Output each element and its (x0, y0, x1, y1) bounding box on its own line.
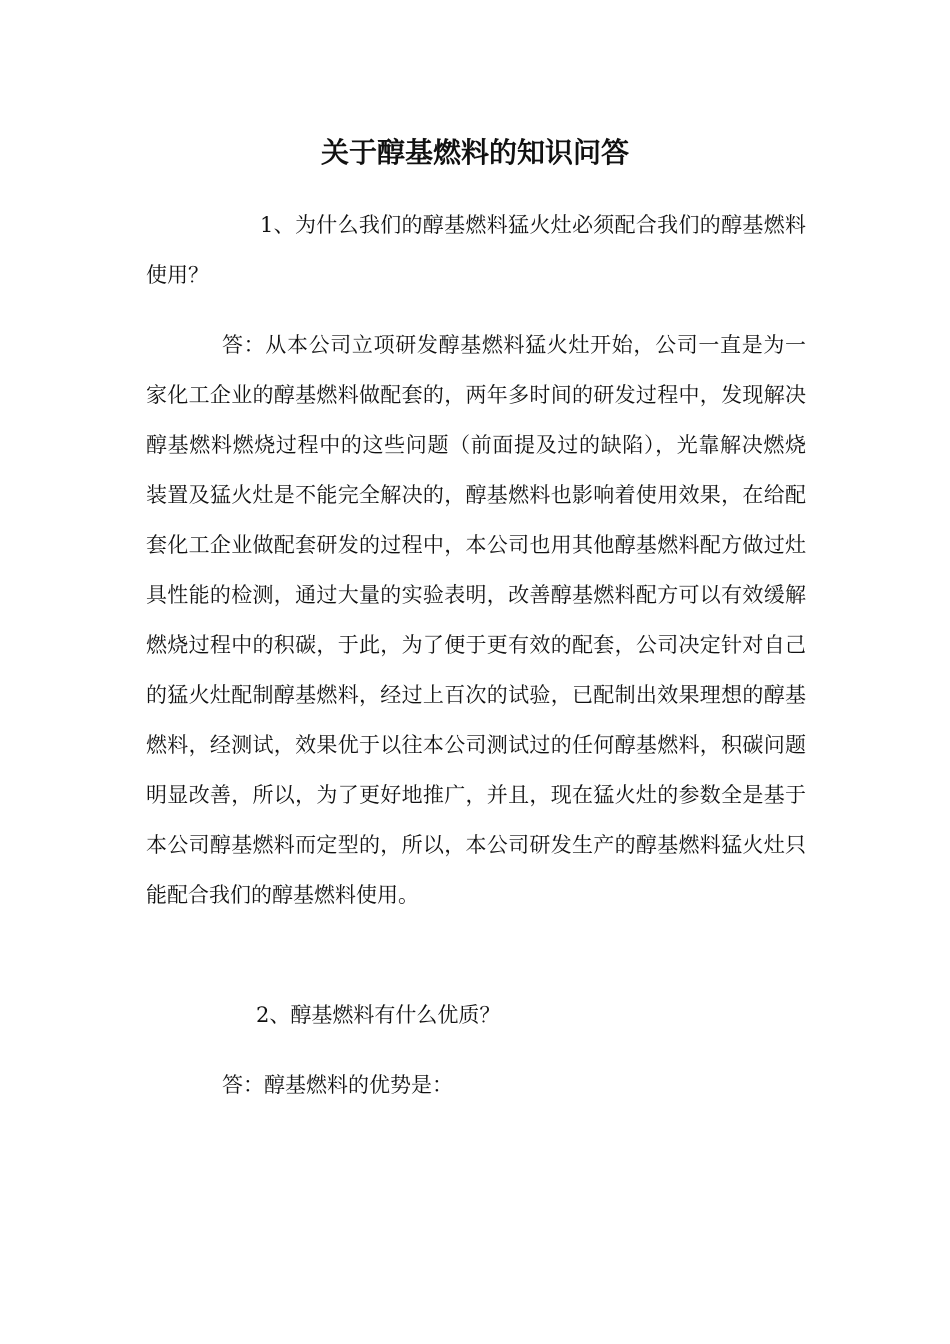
answer-2: 答：醇基燃料的优势是： (222, 1073, 453, 1097)
question-2: 2、醇基燃料有什么优质？ (256, 1003, 501, 1027)
question-1: 1、为什么我们的醇基燃料猛火灶必须配合我们的醇基燃料使用？ (146, 213, 806, 287)
answer-1: 答：从本公司立项研发醇基燃料猛火灶开始，公司一直是为一家化工企业的醇基燃料做配套的，两年多时间的研发过程中，发现解决醇基燃料燃烧过程中的这些问题（前面提及过的缺陷），光靠解决燃烧装置及猛火灶是不能完全解决的，醇基燃料也影响着使用效果，在给配套化工企业做配套研发的过程中，本公司也用其他醇基燃料配方做过灶具性能的检测，通过大量的实验表明，改善醇基燃料配方可以有效缓解燃烧过程中的积碳，于此，为了便于更有效的配套，公司决定针对自己的猛火灶配制醇基燃料，经过上百次的试验，已配制出效果理想的醇基燃料，经测试，效果优于以往本公司测试过的任何醇基燃料，积碳问题明显改善，所以，为了更好地推广，并且，现在猛火灶的参数全是基于本公司醇基燃料而定型的，所以，本公司研发生产的醇基燃料猛火灶只能配合我们的醇基燃料使用。 (146, 333, 806, 907)
document-title: 关于醇基燃料的知识问答 (320, 136, 629, 169)
